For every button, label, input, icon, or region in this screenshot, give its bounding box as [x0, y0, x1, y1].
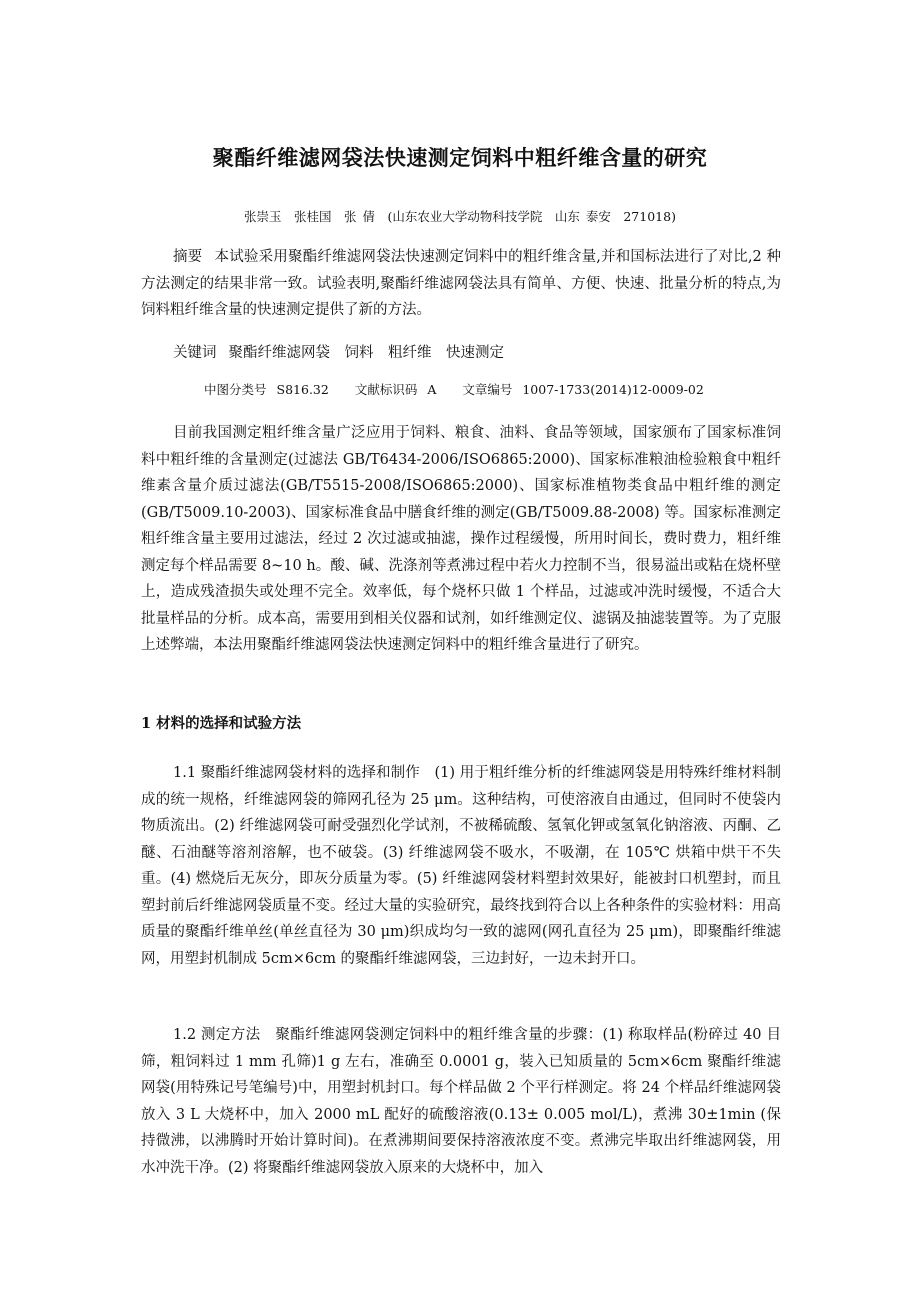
abstract-label: 摘要: [173, 249, 203, 265]
abstract: [141, 244, 781, 324]
article-no-value: 1007-1733(2014)12-0009-02: [522, 382, 704, 397]
paragraph-1-2: 1.2 测定方法 聚酯纤维滤网袋测定饲料中的粗纤维含量的步骤：(1) 称取样品(粉碎过 40 目筛，粗饲料过 1 mm 孔筛)1 g 左右，准确至 0.0001 g，装入已知质量的 5cm×6cm 聚酯纤维滤网袋(用特殊记号笔编号)中，用塑封机封口。每个样品做 2 个平行样测定。将 24 个样品纤维滤网袋放入 3 L 大烧杯中，加入 2000 mL 配好的硫酸溶液(0.13± 0.005 mol/L)，煮沸 30±1min (保持微沸，以沸腾时开始计算时间)。在煮沸期间要保持溶液浓度不变。煮沸完毕取出纤维滤网袋，用水冲洗干净。(2) 将聚酯纤维滤网袋放入原来的大烧杯中，加入: [141, 1027, 781, 1176]
abstract-text: 本试验采用聚酯纤维滤网袋法快速测定饲料中的粗纤维含量,并和国标法进行了对比,2 种方法测定的结果非常一致。试验表明,聚酯纤维滤网袋法具有简单、方便、快速、批量分析的特点,为饲料粗纤维含量的快速测定提供了新的方法。: [141, 249, 781, 318]
keywords: [141, 340, 781, 367]
doc-code-value: A: [427, 382, 437, 397]
paragraph-1-1: 1.1 聚酯纤维滤网袋材料的选择和制作 (1) 用于粗纤维分析的纤维滤网袋是用特殊纤维材料制成的统一规格，纤维滤网袋的筛网孔径为 25 μm。这种结构，可使溶液自由通过，但同时不使袋内物质流出。(2) 纤维滤网袋可耐受强烈化学试剂，不被稀硫酸、氢氧化钾或氢氧化钠溶液、丙酮、乙醚、石油醚等溶剂溶解，也不破袋。(3) 纤维滤网袋不吸水，不吸潮，在 105℃ 烘箱中烘干不失重。(4) 燃烧后无灰分，即灰分质量为零。(5) 纤维滤网袋材料塑封效果好，能被封口机塑封，而且塑封前后纤维滤网袋质量不变。经过大量的实验研究，最终找到符合以上各种条件的实验材料：用高质量的聚酯纤维单丝(单丝直径为 30 μm)织成均匀一致的滤网(网孔直径为 25 μm)，即聚酯纤维滤网，用塑封机制成 5cm×6cm 的聚酯纤维滤网袋，三边封好，一边未封开口。: [141, 765, 781, 967]
article-no-label: 文章编号: [462, 382, 513, 397]
section-heading-1: 1 材料的选择和试验方法: [141, 715, 302, 732]
keywords-label: 关键词: [173, 345, 217, 361]
intro-paragraph: 目前我国测定粗纤维含量广泛应用于饲料、粮食、油料、食品等领域，国家颁布了国家标准饲料中粗纤维的含量测定(过滤法 GB/T6434-2006/ISO6865:2000)、国家标准粮油检验粮食中粗纤维素含量介质过滤法(GB/T5515-2008/ISO6865:2000)、国家标准植物类食品中粗纤维的测定(GB/T5009.10-2003)、国家标准食品中膳食纤维的测定(GB/T5009.88-2008) 等。国家标准测定粗纤维含量主要用过滤法，经过 2 次过滤或抽滤，操作过程缓慢，所用时间长，费时费力，粗纤维测定每个样品需要 8~10 h。酸、碱、洗涤剂等煮沸过程中若火力控制不当，很易溢出或粘在烧杯壁上，造成残渣损失或处理不完全。效率低，每个烧杯只做 1 个样品，过滤或冲洗时缓慢，不适合大批量样品的分析。成本高，需要用到相关仪器和试剂，如纤维测定仪、滤锅及抽滤装置等。为了克服上述弊端，本法用聚酯纤维滤网袋法快速测定饲料中的粗纤维含量进行了研究。: [141, 425, 781, 653]
clc-value: S816.32: [276, 382, 329, 397]
keywords-text: 聚酯纤维滤网袋 饲料 粗纤维 快速测定: [228, 345, 504, 361]
author-line: 张崇玉 张桂国 张 倩 (山东农业大学动物科技学院 山东 泰安 271018): [244, 209, 676, 224]
paper-title: 聚酯纤维滤网袋法快速测定饲料中粗纤维含量的研究: [212, 146, 708, 170]
classification-line: [204, 380, 726, 398]
clc-label: 中图分类号: [204, 382, 267, 397]
doc-code-label: 文献标识码: [354, 382, 418, 397]
